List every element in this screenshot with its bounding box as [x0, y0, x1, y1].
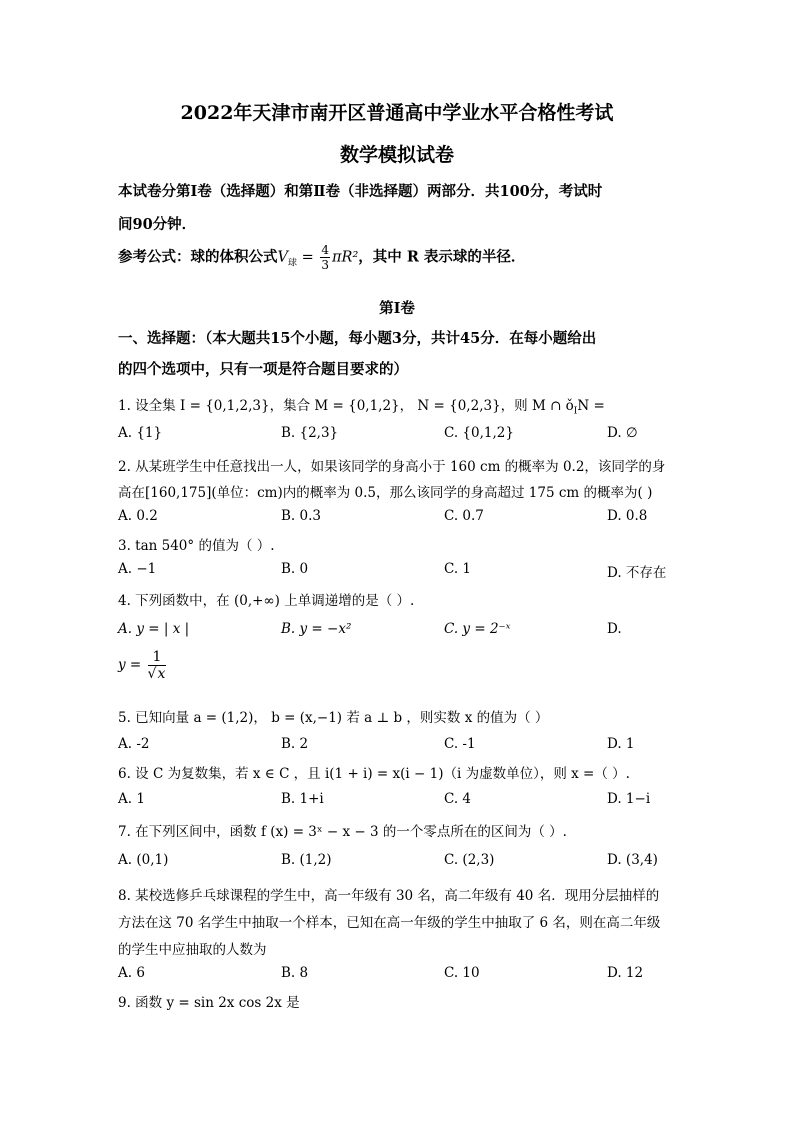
- q8-option-d[interactable]: D. 12: [607, 965, 644, 981]
- q6-option-b[interactable]: B. 1+i: [281, 791, 324, 807]
- q3-options: [118, 561, 678, 581]
- q8-options: [118, 965, 678, 985]
- formula-line: [118, 244, 525, 271]
- q5-option-d[interactable]: D. 1: [607, 736, 635, 752]
- section-heading: 第Ⅰ卷: [379, 300, 415, 317]
- q3-option-b[interactable]: B. 0: [281, 561, 309, 577]
- exam-subtitle: 数学模拟试卷: [339, 144, 454, 166]
- q2-options: [118, 508, 678, 528]
- q2-option-d[interactable]: D. 0.8: [607, 508, 648, 524]
- q9-stem: 9. 函数 y = sin 2x cos 2x 是: [118, 995, 300, 1011]
- q4-option-b[interactable]: B. y = −x²: [281, 621, 352, 637]
- q1-stem-text: 1. 设全集 I = {0,1,2,3}，集合 M = {0,1,2}， N = {0,2,3}，则 M ∩ ǒ: [118, 398, 574, 414]
- q2-stem-1: 2. 从某班学生中任意找出一人，如果该同学的身高小于 160 cm 的概率为 0.2，该同学的身: [118, 459, 666, 475]
- formula-suffix: ，其中 R 表示球的半径．: [358, 248, 526, 266]
- q8-option-b[interactable]: B. 8: [281, 965, 309, 981]
- section-instruction-1: 一、选择题：（本大题共15个小题，每小题3分，共计45分．在每小题给出: [118, 330, 597, 347]
- q4-option-a[interactable]: A. y = | x |: [118, 621, 190, 637]
- intro-line-2: 间90分钟．: [118, 216, 197, 233]
- q2-option-b[interactable]: B. 0.3: [281, 508, 321, 524]
- q6-option-a[interactable]: A. 1: [118, 791, 145, 807]
- formula-fraction: [320, 244, 330, 271]
- intro-line-1: 本试卷分第Ⅰ卷（选择题）和第Ⅱ卷（非选择题）两部分．共100分，考试时: [118, 183, 603, 200]
- q4-option-c[interactable]: C. y = 2⁻ˣ: [444, 621, 511, 637]
- q7-stem: 7. 在下列区间中，函数 f (x) = 3ˣ − x − 3 的一个零点所在的区间为（ ）.: [118, 824, 567, 840]
- q6-stem: 6. 设 C 为复数集，若 x ∈ C ，且 i(1 + i) = x(i − 1)（i 为虚数单位），则 x =（ ）.: [118, 766, 630, 782]
- q4-option-d[interactable]: D.: [607, 621, 622, 637]
- formula-lhs: V: [277, 249, 288, 266]
- q1-option-c[interactable]: C. {0,1,2}: [444, 425, 514, 441]
- q5-option-b[interactable]: B. 2: [281, 736, 309, 752]
- q4-options: [118, 621, 678, 641]
- q2-option-c[interactable]: C. 0.7: [444, 508, 484, 524]
- q2-option-a[interactable]: A. 0.2: [118, 508, 158, 524]
- q8-stem-2: 方法在这 70 名学生中抽取一个样本，已知在高一年级的学生中抽取了 6 名，则在高二年级: [118, 915, 661, 931]
- q7-option-c[interactable]: C. (2,3): [444, 852, 495, 868]
- q4-d-den-wrap: √x: [147, 666, 166, 682]
- q1-stem-end: N =: [577, 398, 605, 414]
- q4-d-num: 1: [148, 650, 167, 666]
- q6-option-c[interactable]: C. 4: [444, 791, 472, 807]
- q1-stem: [118, 394, 605, 417]
- q8-stem-3: 的学生中应抽取的人数为: [118, 942, 267, 958]
- formula-den: 3: [321, 258, 330, 272]
- formula-sub: 球: [287, 258, 297, 269]
- q7-option-a[interactable]: A. (0,1): [118, 852, 169, 868]
- q3-option-a[interactable]: A. −1: [118, 561, 157, 577]
- q2-stem-2: 高在[160,175](单位：cm)内的概率为 0.5，那么该同学的身高超过 175 cm 的概率为( ): [118, 485, 653, 501]
- formula-eq: =: [297, 249, 319, 266]
- q4-d-lhs: y =: [118, 657, 146, 673]
- q5-stem: 5. 已知向量 a = (1,2)， b = (x,−1) 若 a ⊥ b ，则实数 x 的值为（ ）: [118, 710, 549, 726]
- q7-options: [118, 852, 678, 872]
- formula-num: 4: [321, 243, 330, 257]
- q4-d-fraction: [148, 650, 167, 681]
- exam-title: 2022年天津市南开区普通高中学业水平合格性考试: [180, 102, 614, 124]
- q3-option-c[interactable]: C. 1: [444, 561, 472, 577]
- q4-d-den: x: [157, 666, 166, 682]
- formula-rhs: πR²: [332, 249, 359, 266]
- q8-option-c[interactable]: C. 10: [444, 965, 480, 981]
- q1-option-b[interactable]: B. {2,3}: [281, 425, 339, 441]
- section-instruction-2: 的四个选项中，只有一项是符合题目要求的）: [118, 361, 408, 378]
- q1-options: [118, 425, 678, 445]
- q8-stem-1: 8. 某校选修乒乓球课程的学生中，高一年级有 30 名，高二年级有 40 名．现用分层抽样的: [118, 888, 660, 904]
- q3-stem: 3. tan 540° 的值为（ ）.: [118, 538, 275, 554]
- formula-prefix: 参考公式：球的体积公式: [118, 248, 278, 266]
- q3-option-d[interactable]: D. 不存在: [607, 565, 667, 581]
- q7-option-b[interactable]: B. (1,2): [281, 852, 332, 868]
- q5-options: [118, 736, 678, 756]
- q5-option-c[interactable]: C. -1: [444, 736, 476, 752]
- q5-option-a[interactable]: A. -2: [118, 736, 150, 752]
- q6-options: [118, 791, 678, 811]
- q4-option-d-formula[interactable]: [118, 650, 168, 681]
- q4-stem: 4. 下列函数中，在 (0,+∞) 上单调递增的是（ ）.: [118, 593, 415, 609]
- q7-option-d[interactable]: D. (3,4): [607, 852, 658, 868]
- q1-stem-sub: I: [573, 406, 578, 417]
- q1-option-d[interactable]: D. ∅: [607, 425, 638, 441]
- q1-option-a[interactable]: A. {1}: [118, 425, 163, 441]
- q6-option-d[interactable]: D. 1−i: [607, 791, 651, 807]
- q8-option-a[interactable]: A. 6: [118, 965, 145, 981]
